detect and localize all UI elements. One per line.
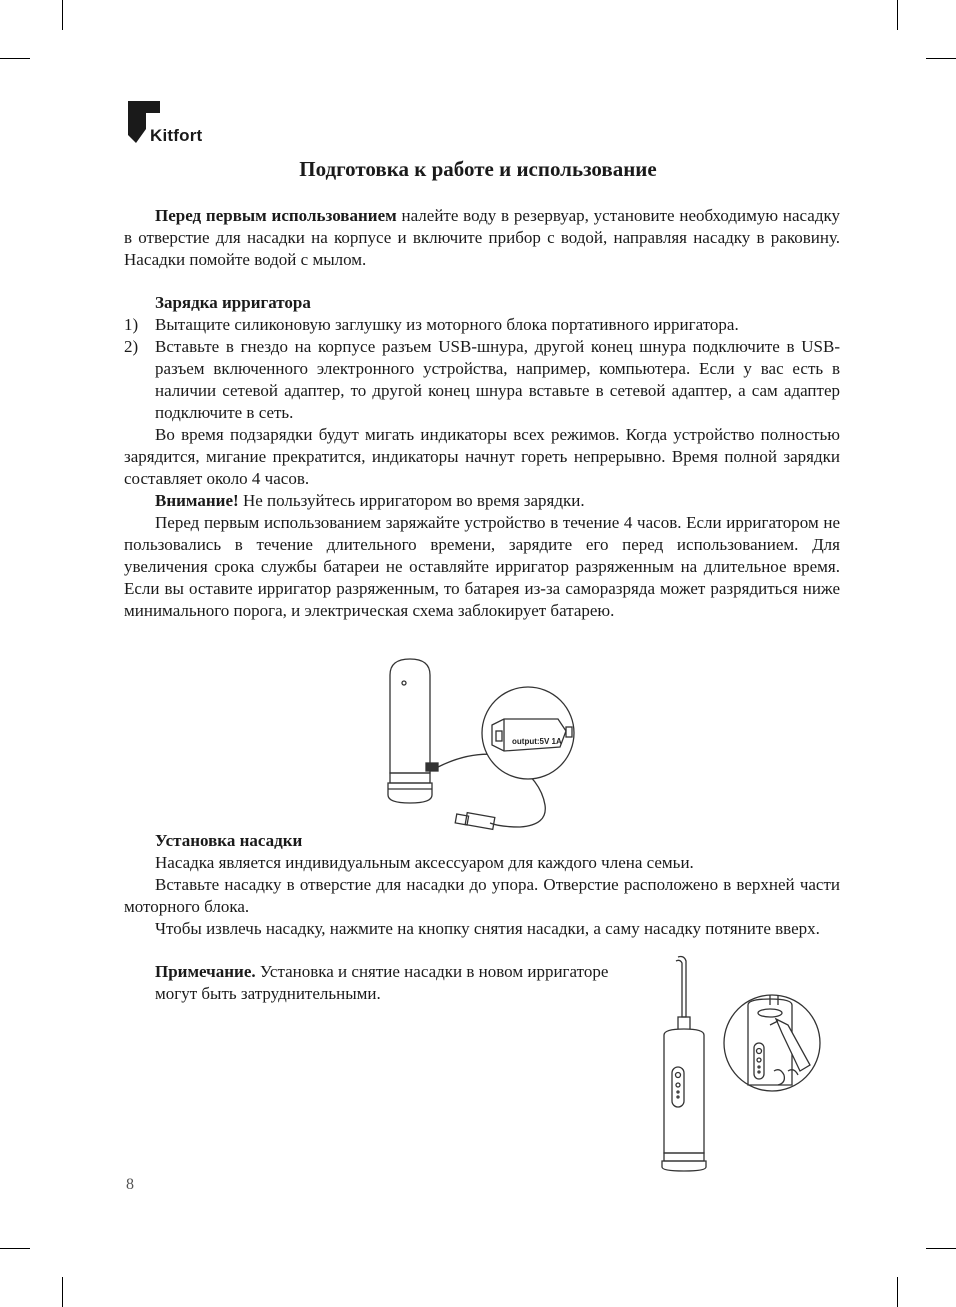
nozzle-paragraph: Чтобы извлечь насадку, нажмите на кнопку снятия насадки, а саму насадку потяните вверх. <box>155 919 820 938</box>
charging-heading: Зарядка ирригатора <box>155 293 311 312</box>
intro-paragraph <box>124 205 840 271</box>
list-text: Вставьте в гнездо на корпусе разъем USB-шнура, другой конец шнура подключите в USB-разъем включенного электронного устройства, например, компьютера. Если у вас есть в наличии сетевой адаптер, то другой конец шнура вставьте в сетевой адаптер, а сам адаптер подключите в сеть. <box>155 337 840 422</box>
list-item <box>124 336 840 424</box>
charging-illustration <box>380 655 580 835</box>
adapter-label: output:5V 1A <box>512 737 562 746</box>
battery-paragraph: Перед первым использованием заряжайте устройство в течение 4 часов. Если ирригатором не пользовались в течение длительного времени, зарядите его перед использованием. Для увеличения срока службы батареи не оставляйте ирригатор разряженным на длительное время. Если вы оставите ирригатор разряженным, то батарея из-за саморазряда может разрядиться ниже минимального порога, и электрическая схема заблокирует батарею. <box>124 513 840 620</box>
nozzle-heading: Установка насадки <box>155 831 303 850</box>
nozzle-section <box>124 830 840 940</box>
list-text: Вытащите силиконовую заглушку из моторного блока портативного ирригатора. <box>155 315 739 334</box>
warning-text: Не пользуйтесь ирригатором во время зарядки. <box>238 491 585 510</box>
page-title: Подготовка к работе и использование <box>299 157 657 181</box>
warning-paragraph <box>124 490 840 512</box>
list-number: 1) <box>124 315 139 334</box>
warning-bold: Внимание! <box>155 491 239 510</box>
crop-mark <box>926 58 956 59</box>
crop-mark <box>926 1248 956 1249</box>
list-item <box>124 314 840 336</box>
crop-mark <box>62 1277 63 1307</box>
nozzle-paragraph: Вставьте насадку в отверстие для насадки до упора. Отверстие расположено в верхней части моторного блока. <box>124 875 840 916</box>
charging-paragraph: Во время подзарядки будут мигать индикаторы всех режимов. Когда устройство полностью зарядится, мигание прекратится, индикаторы начнут гореть непрерывно. Время полной зарядки составляет около 4 часов. <box>124 425 840 488</box>
intro-bold: Перед первым использованием <box>155 206 397 225</box>
crop-mark <box>0 58 30 59</box>
note-paragraph <box>155 961 615 1005</box>
crop-mark <box>0 1248 30 1249</box>
crop-mark <box>897 1277 898 1307</box>
crop-mark <box>62 0 63 30</box>
brand-name: Kitfort <box>150 126 203 145</box>
nozzle-paragraph: Насадка является индивидуальным аксессуаром для каждого члена семьи. <box>155 853 694 872</box>
intro-section <box>124 205 840 271</box>
note-block <box>155 961 615 1005</box>
intro-text: налейте воду в резервуар, установите необходимую насадку в отверстие для насадки на корпусе и включите прибор с водой, направляя насадку в раковину. Насадки помойте водой с мылом. <box>124 206 840 269</box>
list-number: 2) <box>124 337 139 356</box>
charging-section <box>124 292 840 622</box>
note-bold: Примечание. <box>155 962 256 981</box>
note-text: Установка и снятие насадки в новом ирригаторе могут быть затруднительными. <box>155 962 609 1003</box>
page-number: 8 <box>126 1176 134 1193</box>
nozzle-illustration <box>650 955 830 1175</box>
crop-mark <box>897 0 898 30</box>
